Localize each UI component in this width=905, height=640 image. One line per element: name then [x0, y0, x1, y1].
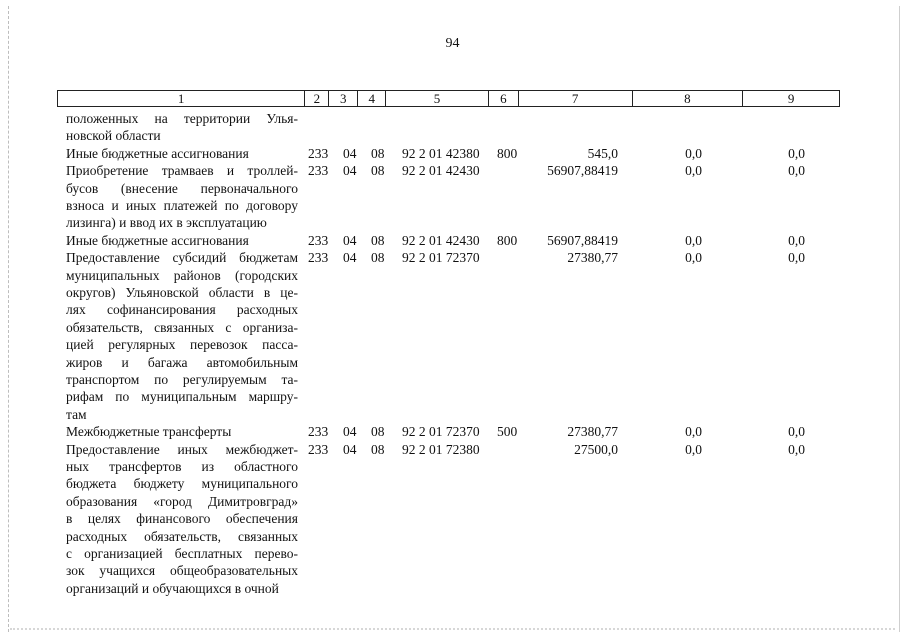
header-col-1: 1 [58, 91, 305, 106]
header-col-7: 7 [519, 91, 633, 106]
row-description-line: ных трансфертов из областного [66, 459, 298, 474]
cell-gr: 233 [308, 145, 329, 161]
header-col-3: 3 [329, 91, 358, 106]
cell-c9: 0,0 [788, 424, 805, 440]
cell-amount: 56907,88419 [547, 232, 618, 248]
cell-pr: 08 [371, 232, 385, 248]
header-col-9: 9 [787, 91, 795, 106]
row-description-line: Предоставление иных межбюджет- [66, 441, 298, 457]
cell-c8: 0,0 [685, 441, 702, 457]
cell-amount: 56907,88419 [547, 163, 618, 179]
header-col-2: 2 [305, 91, 329, 106]
header-col-8: 8 [633, 91, 744, 106]
cell-amount: 27380,77 [567, 250, 618, 266]
row-description-line: рифам по муниципальным маршру- [66, 389, 298, 405]
row-description-line: с организацией бесплатных перево- [66, 546, 298, 561]
row-description-line: муниципальных районов (городских [66, 267, 298, 283]
row-description-line: новской области [66, 128, 161, 144]
row-description-line: обязательств, связанных с организа- [66, 319, 298, 335]
cell-rz: 04 [343, 250, 357, 266]
cell-gr: 233 [308, 250, 329, 266]
cell-gr: 233 [308, 441, 329, 457]
row-description-line: бусов (внесение первоначального [66, 180, 298, 196]
cell-c8: 0,0 [685, 163, 702, 179]
cell-rz: 04 [343, 145, 357, 161]
row-description-line: жиров и багажа автомобильным [66, 354, 298, 370]
cell-pr: 08 [371, 424, 385, 440]
cell-pr: 08 [371, 163, 385, 179]
cell-rz: 04 [343, 232, 357, 248]
row-description-line: зок учащихся общеобразовательных [66, 563, 298, 579]
cell-gr: 233 [308, 424, 329, 440]
cell-csr: 92 2 01 42430 [402, 232, 480, 248]
row-description-line: цией регулярных перевозок пасса- [66, 337, 298, 353]
cell-csr: 92 2 01 72380 [402, 441, 480, 457]
cell-c9: 0,0 [788, 145, 805, 161]
cell-pr: 08 [371, 441, 385, 457]
cell-pr: 08 [371, 250, 385, 266]
row-description-line: организаций и обучающихся в очной [66, 580, 279, 596]
row-description-line: Предоставление субсидий бюджетам [66, 250, 298, 266]
cell-vr: 800 [497, 145, 518, 161]
cell-csr: 92 2 01 42430 [402, 163, 480, 179]
row-description-line: Межбюджетные трансферты [66, 424, 232, 440]
cell-amount: 27500,0 [574, 441, 618, 457]
header-col-6: 6 [489, 91, 519, 106]
cell-c9: 0,0 [788, 163, 805, 179]
cell-rz: 04 [343, 441, 357, 457]
row-description-line: транспортом по регулируемым та- [66, 372, 298, 387]
cell-c8: 0,0 [685, 232, 702, 248]
page-number: 94 [445, 36, 460, 51]
cell-csr: 92 2 01 72370 [402, 250, 480, 266]
cell-rz: 04 [343, 424, 357, 440]
cell-c8: 0,0 [685, 250, 702, 266]
row-description-line: положенных на территории Улья- [66, 111, 298, 126]
header-col-4: 4 [358, 91, 386, 106]
cell-c9: 0,0 [788, 232, 805, 248]
cell-c9: 0,0 [788, 441, 805, 457]
header-col-5: 5 [386, 91, 489, 106]
scan-edge-artifact [10, 628, 895, 636]
cell-amount: 27380,77 [567, 424, 618, 440]
table-header-row [57, 90, 840, 107]
cell-c8: 0,0 [685, 424, 702, 440]
row-description-line: лизинга) и ввод их в эксплуатацию [66, 215, 267, 231]
cell-csr: 92 2 01 72370 [402, 424, 480, 440]
cell-amount: 545,0 [587, 145, 618, 161]
cell-vr: 800 [497, 232, 518, 248]
cell-gr: 233 [308, 232, 329, 248]
row-description-line: Иные бюджетные ассигнования [66, 145, 249, 161]
row-description-line: Приобретение трамваев и троллей- [66, 163, 298, 179]
row-description-line: в целях финансового обеспечения [66, 511, 298, 527]
cell-vr: 500 [497, 424, 518, 440]
cell-pr: 08 [371, 145, 385, 161]
row-description-line: расходных обязательств, связанных [66, 528, 298, 544]
row-description-line: там [66, 406, 87, 422]
cell-csr: 92 2 01 42380 [402, 145, 480, 161]
row-description-line: бюджета бюджету муниципального [66, 476, 298, 492]
row-description-line: округов) Ульяновской области в це- [66, 285, 298, 300]
cell-c9: 0,0 [788, 250, 805, 266]
cell-rz: 04 [343, 163, 357, 179]
row-description-line: Иные бюджетные ассигнования [66, 232, 249, 248]
cell-gr: 233 [308, 163, 329, 179]
cell-c8: 0,0 [685, 145, 702, 161]
row-description-line: образования «город Димитровград» [66, 493, 298, 509]
row-description-line: лях софинансирования расходных [66, 302, 298, 318]
row-description-line: взноса и иных платежей по договору [66, 198, 298, 213]
